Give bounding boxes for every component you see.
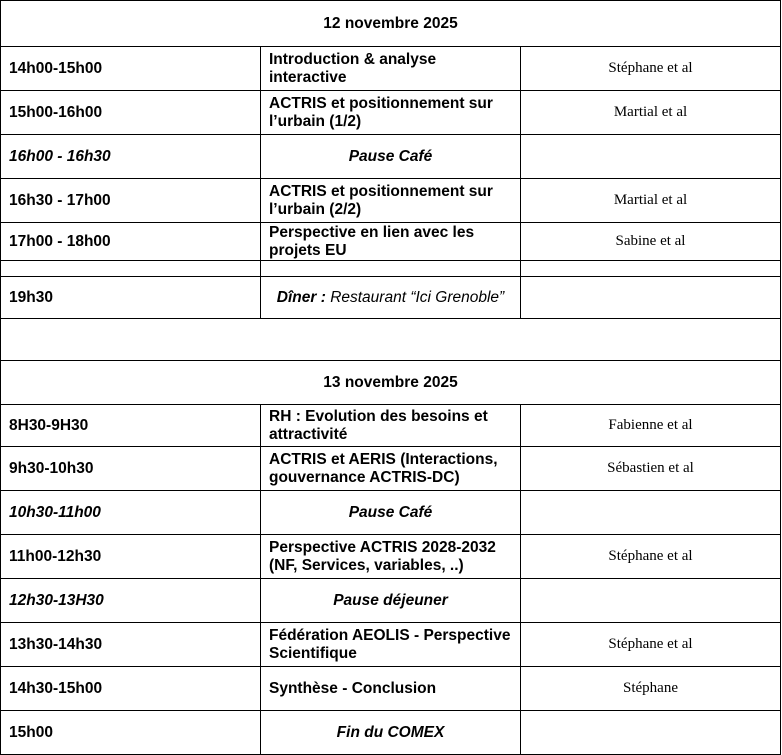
table-row <box>1 47 781 91</box>
session-title: Perspective en lien avec les projets EU <box>261 223 521 261</box>
session-time: 8H30-9H30 <box>1 405 261 447</box>
day1-date: 12 novembre 2025 <box>1 1 781 47</box>
table-row <box>1 535 781 579</box>
table-row <box>1 179 781 223</box>
day2-header-row <box>1 361 781 405</box>
dinner-cell <box>261 277 521 319</box>
table-row <box>1 223 781 261</box>
session-speaker <box>521 135 781 179</box>
session-time: 13h30-14h30 <box>1 623 261 667</box>
session-time: 19h30 <box>1 277 261 319</box>
session-time: 16h30 - 17h00 <box>1 179 261 223</box>
session-time: 12h30-13H30 <box>1 579 261 623</box>
break-row <box>1 135 781 179</box>
session-time: 15h00 <box>1 711 261 755</box>
session-speaker: Martial et al <box>521 91 781 135</box>
break-title: Pause Café <box>261 135 521 179</box>
session-time: 15h00-16h00 <box>1 91 261 135</box>
end-title: Fin du COMEX <box>261 711 521 755</box>
break-row <box>1 579 781 623</box>
day-separator-row <box>1 319 781 361</box>
table-row <box>1 447 781 491</box>
session-title: ACTRIS et AERIS (Interactions, gouvernance ACTRIS-DC) <box>261 447 521 491</box>
session-title: Fédération AEOLIS - Perspective Scientifique <box>261 623 521 667</box>
dinner-venue: Restaurant “Ici Grenoble” <box>330 288 505 306</box>
session-speaker <box>521 579 781 623</box>
session-title: ACTRIS et positionnement sur l’urbain (2/2) <box>261 179 521 223</box>
session-title: RH : Evolution des besoins et attractivité <box>261 405 521 447</box>
session-title: Perspective ACTRIS 2028-2032 (NF, Services, variables, ..) <box>261 535 521 579</box>
session-speaker: Sabine et al <box>521 223 781 261</box>
end-row <box>1 711 781 755</box>
session-time: 16h00 - 16h30 <box>1 135 261 179</box>
session-speaker: Stéphane et al <box>521 535 781 579</box>
session-speaker: Stéphane et al <box>521 623 781 667</box>
day1-header-row <box>1 1 781 47</box>
session-time: 14h30-15h00 <box>1 667 261 711</box>
session-speaker: Fabienne et al <box>521 405 781 447</box>
session-speaker: Sébastien et al <box>521 447 781 491</box>
break-title: Pause déjeuner <box>261 579 521 623</box>
session-time: 11h00-12h30 <box>1 535 261 579</box>
table-row <box>1 667 781 711</box>
session-time: 9h30-10h30 <box>1 447 261 491</box>
session-speaker: Martial et al <box>521 179 781 223</box>
session-time: 14h00-15h00 <box>1 47 261 91</box>
break-row <box>1 491 781 535</box>
dinner-label: Dîner : <box>276 288 326 306</box>
session-title: ACTRIS et positionnement sur l’urbain (1/2) <box>261 91 521 135</box>
table-row <box>1 623 781 667</box>
session-speaker: Stéphane et al <box>521 47 781 91</box>
spacer-row <box>1 261 781 277</box>
session-time: 17h00 - 18h00 <box>1 223 261 261</box>
session-speaker: Stéphane <box>521 667 781 711</box>
session-speaker <box>521 491 781 535</box>
session-title: Introduction & analyse interactive <box>261 47 521 91</box>
table-row <box>1 91 781 135</box>
break-title: Pause Café <box>261 491 521 535</box>
session-time: 10h30-11h00 <box>1 491 261 535</box>
session-speaker <box>521 711 781 755</box>
table-row <box>1 405 781 447</box>
day2-date: 13 novembre 2025 <box>1 361 781 405</box>
session-title: Synthèse - Conclusion <box>261 667 521 711</box>
dinner-row <box>1 277 781 319</box>
